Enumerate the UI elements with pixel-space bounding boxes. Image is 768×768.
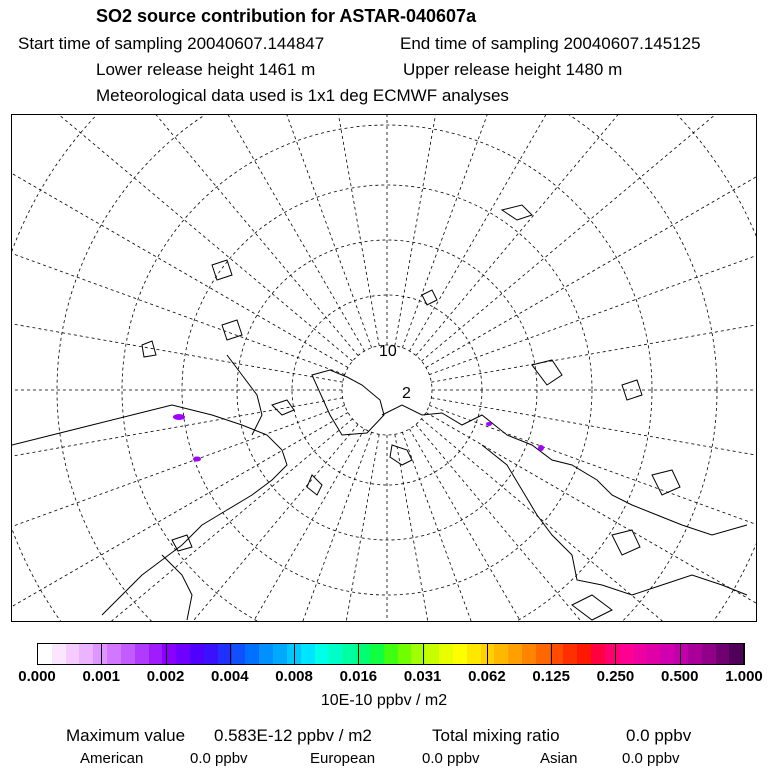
map-graticule — [12, 115, 757, 622]
meridian-line — [12, 115, 348, 368]
meridian-line — [265, 115, 379, 346]
meridian-line — [12, 419, 353, 622]
colorbar-segment — [273, 644, 287, 664]
meridian-line — [429, 405, 757, 622]
colorbar-tick-label: 0.008 — [275, 668, 313, 685]
meridian-line — [416, 115, 757, 356]
plot-title: SO2 source contribution for ASTAR-040607a — [96, 6, 477, 26]
colorbar-segment — [121, 644, 135, 664]
colorbar-units: 10E-10 ppbv / m2 — [320, 692, 448, 709]
meridian-line — [431, 268, 757, 382]
colorbar-segment — [508, 644, 522, 664]
meridian-line — [426, 115, 757, 368]
meridian-line — [12, 151, 345, 375]
meridian-line — [402, 115, 626, 348]
plume-spot — [193, 457, 201, 462]
meridian-line — [12, 413, 348, 623]
colorbar-segment — [370, 644, 384, 664]
max-value: 0.583E-12 ppbv / m2 — [214, 726, 372, 745]
plume-spot — [173, 414, 185, 420]
colorbar-tick-label: 0.250 — [596, 668, 635, 685]
colorbar-tick-label: 0.031 — [403, 668, 442, 685]
meridian-line — [410, 115, 738, 351]
end-time-label: End time of sampling 20040607.145125 — [400, 34, 701, 53]
meridian-line — [12, 424, 358, 622]
colorbar-segment — [467, 644, 481, 664]
latitude-circle — [292, 295, 482, 485]
colorbar-segment — [577, 644, 591, 664]
so2-plumes — [173, 414, 544, 462]
colorbar-segment — [425, 644, 439, 664]
colorbar-segment — [342, 644, 356, 664]
meridian-line — [12, 268, 343, 382]
colorbar-segment — [398, 644, 412, 664]
colorbar-tick-label: 0.125 — [532, 668, 570, 685]
colorbar-segment — [702, 644, 716, 664]
colorbar-segment — [79, 644, 93, 664]
colorbar-segment — [259, 644, 273, 664]
colorbar-tick-label: 0.016 — [339, 668, 378, 685]
colorbar-segment — [190, 644, 204, 664]
lower-release-label: Lower release height 1461 m — [96, 60, 316, 79]
meridian-line — [148, 432, 372, 622]
colorbar-segment — [536, 644, 550, 664]
colorbar-tick-mark — [551, 643, 552, 665]
colorbar-segment — [204, 644, 218, 664]
colorbar-segment — [301, 644, 315, 664]
colorbar-segment — [93, 644, 107, 664]
map-label-2: 2 — [402, 385, 411, 402]
colorbar-segment — [522, 644, 536, 664]
meridian-line — [265, 434, 379, 622]
colorbar-segment — [494, 644, 508, 664]
colorbar-tick-label: 1.000 — [725, 668, 763, 685]
colorbar-segment — [232, 644, 246, 664]
meridian-line — [402, 432, 626, 622]
asian-value: 0.0 ppbv — [622, 750, 680, 767]
colorbar-tick-mark — [423, 643, 424, 665]
colorbar-tick-mark — [166, 643, 167, 665]
colorbar-tick-mark — [615, 643, 616, 665]
colorbar-segment — [660, 644, 674, 664]
colorbar-segment — [646, 644, 660, 664]
polar-map — [11, 114, 757, 622]
colorbar-segment — [107, 644, 121, 664]
meridian-line — [12, 405, 345, 622]
european-value: 0.0 ppbv — [422, 750, 480, 767]
colorbar-tick-mark — [680, 643, 681, 665]
colorbar-segment — [729, 644, 743, 664]
american-label: American — [80, 750, 144, 767]
total-mixing-label: Total mixing ratio — [432, 726, 560, 745]
meridian-line — [395, 115, 509, 346]
colorbar-segment — [619, 644, 633, 664]
colorbar-segment — [716, 644, 730, 664]
colorbar-segment — [162, 644, 176, 664]
colorbar-segment — [591, 644, 605, 664]
colorbar-tick-mark — [487, 643, 488, 665]
meridian-line — [429, 151, 757, 375]
total-mixing-value: 0.0 ppbv — [626, 726, 692, 745]
meridian-line — [37, 115, 365, 351]
asian-label: Asian — [540, 750, 578, 767]
european-label: European — [310, 750, 376, 767]
colorbar-segment — [328, 644, 342, 664]
colorbar-tick-label: 0.002 — [146, 668, 185, 685]
met-data-label: Meteorological data used is 1x1 deg ECMWF analyses — [96, 86, 509, 105]
colorbar-segment — [149, 644, 163, 664]
colorbar-segment — [439, 644, 453, 664]
colorbar-segment — [135, 644, 149, 664]
colorbar-tick-mark — [230, 643, 231, 665]
colorbar-tick-mark — [101, 643, 102, 665]
meridian-line — [416, 424, 757, 622]
map-label-10: 10 — [379, 343, 397, 360]
colorbar-tick-label: 0.500 — [660, 668, 699, 685]
meridian-line — [12, 115, 353, 361]
colorbar-tick-mark — [744, 643, 745, 665]
colorbar-segment — [245, 644, 259, 664]
colorbar-segment — [674, 644, 688, 664]
colorbar-segment — [633, 644, 647, 664]
colorbar-segment — [605, 644, 619, 664]
colorbar-segment — [563, 644, 577, 664]
meridian-line — [148, 115, 372, 348]
colorbar-segment — [315, 644, 329, 664]
colorbar-segment — [688, 644, 702, 664]
meridian-line — [431, 398, 757, 512]
colorbar-tick-label: 0.000 — [18, 668, 56, 685]
colorbar-segment — [38, 644, 52, 664]
colorbar-tick-label: 0.004 — [211, 668, 249, 685]
map-coastlines — [12, 205, 747, 620]
plume-spot — [538, 445, 544, 451]
colorbar-segment — [384, 644, 398, 664]
meridian-line — [12, 115, 358, 356]
start-time-label: Start time of sampling 20040607.144847 — [18, 34, 325, 53]
meridian-line — [421, 419, 757, 622]
plume-spot — [486, 422, 492, 426]
american-value: 0.0 ppbv — [190, 750, 248, 767]
colorbar-tick-mark — [358, 643, 359, 665]
colorbar-segment — [453, 644, 467, 664]
colorbar-tick-label: 0.001 — [82, 668, 121, 685]
colorbar-segment — [52, 644, 66, 664]
colorbar-tick-label: 0.062 — [468, 668, 506, 685]
colorbar-tick-mark — [294, 643, 295, 665]
upper-release-label: Upper release height 1480 m — [403, 60, 623, 79]
meridian-line — [426, 413, 757, 623]
meridian-line — [421, 115, 757, 361]
colorbar-segment — [176, 644, 190, 664]
map-canvas — [12, 115, 757, 622]
colorbar-tick-mark — [37, 643, 38, 665]
colorbar — [37, 643, 744, 665]
colorbar-segment — [66, 644, 80, 664]
max-value-label: Maximum value — [66, 726, 186, 745]
